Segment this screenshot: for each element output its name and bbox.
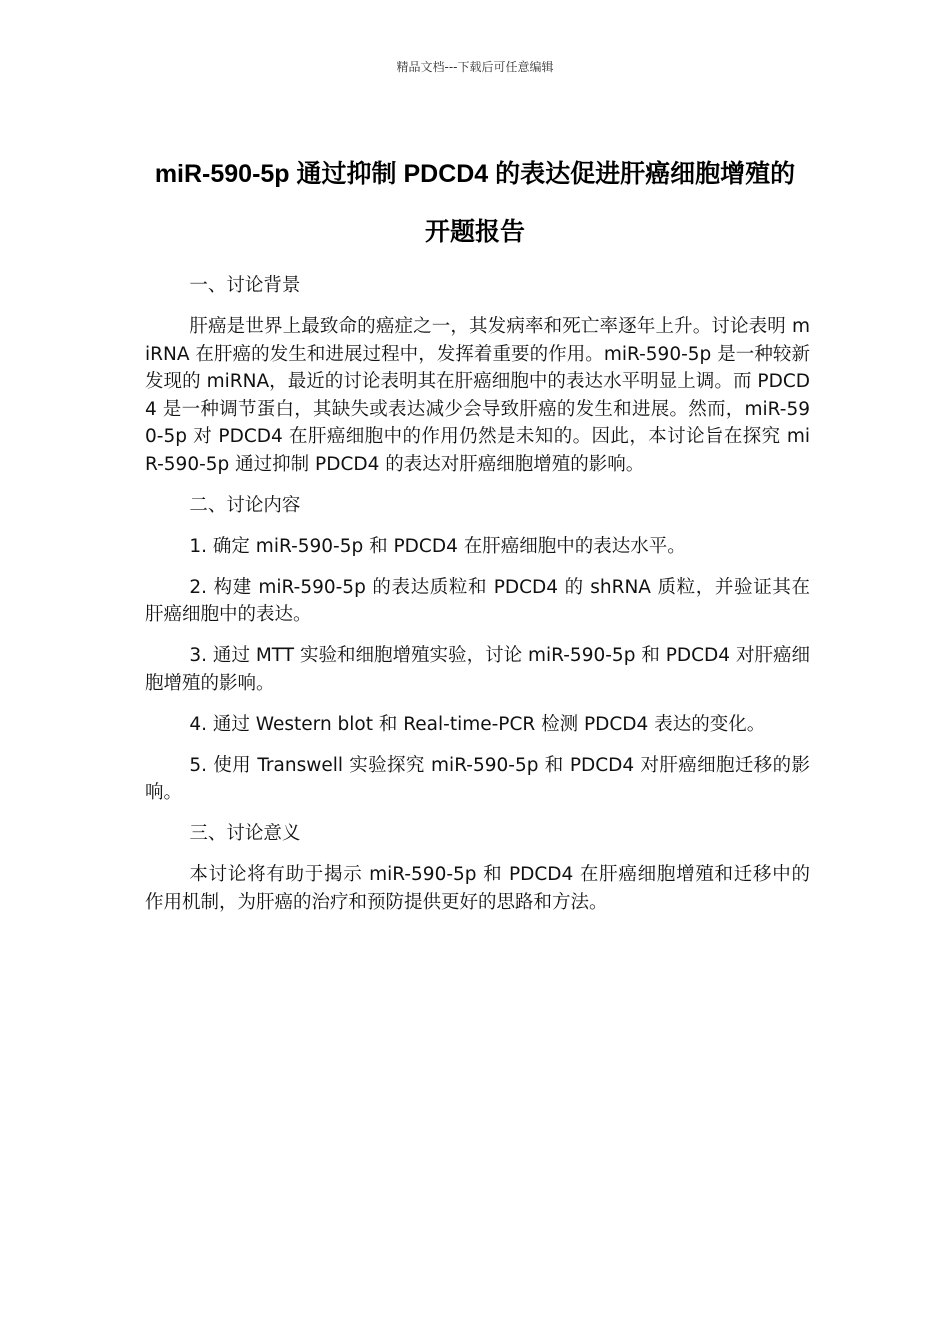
content-item-4: 4. 通过 Western blot 和 Real-time-PCR 检测 PDCD4 表达的变化。 — [189, 713, 766, 735]
content-item-2: 2. 构建 miR-590-5p 的表达质粒和 PDCD4 的 shRNA 质粒，并验证其在肝癌细胞中的表达。 — [145, 576, 810, 625]
background-paragraph: 肝癌是世界上最致命的癌症之一，其发病率和死亡率逐年上升。讨论表明 miRNA 在肝癌的发生和进展过程中，发挥着重要的作用。miR-590-5p 是一种较新发现的 miRNA，最近的讨论表明其在肝癌细胞中的表达水平明显上调。而 PDCD4 是一种调节蛋白，其缺失或表达减少会导致肝癌的发生和进展。然而，miR-590-5p 对 PDCD4 在肝癌细胞中的作用仍然是未知的。因此，本讨论旨在探究 miR-590-5p 通过抑制 PDCD4 的表达对肝癌细胞增殖的影响。 — [145, 316, 810, 475]
document-title: miR-590-5p 通过抑制 PDCD4 的表达促进肝癌细胞增殖的开题报告 — [154, 159, 796, 246]
significance-paragraph: 本讨论将有助于揭示 miR-590-5p 和 PDCD4 在肝癌细胞增殖和迁移中的作用机制，为肝癌的治疗和预防提供更好的思路和方法。 — [145, 864, 810, 913]
document-body — [145, 272, 810, 930]
section-heading-background: 一、讨论背景 — [189, 275, 301, 296]
section-heading-content: 二、讨论内容 — [189, 494, 301, 516]
content-item-1: 1. 确定 miR-590-5p 和 PDCD4 在肝癌细胞中的表达水平。 — [189, 535, 686, 557]
content-item-5: 5. 使用 Transwell 实验探究 miR-590-5p 和 PDCD4 对肝癌细胞迁移的影响。 — [145, 754, 810, 803]
header-note: 精品文档---下载后可任意编辑 — [396, 60, 554, 74]
content-item-3: 3. 通过 MTT 实验和细胞增殖实验，讨论 miR-590-5p 和 PDCD4 对肝癌细胞增殖的影响。 — [145, 645, 810, 694]
section-heading-significance: 三、讨论意义 — [189, 823, 301, 844]
